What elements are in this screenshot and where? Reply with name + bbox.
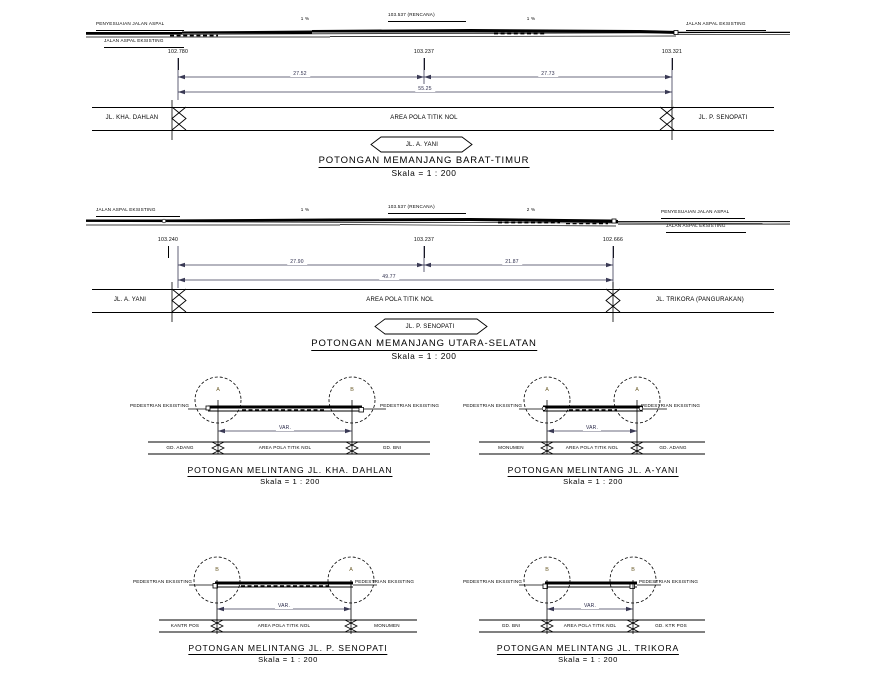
band-label-left: MONUMEN	[498, 445, 524, 450]
cross-section-scale: Skala = 1 : 200	[563, 477, 623, 486]
section-bubble-letter-left: A	[216, 387, 220, 393]
elevation-label: 103.240	[157, 237, 179, 243]
cross-section-scale: Skala = 1 : 200	[260, 477, 320, 486]
cross-section-title: POTONGAN MELINTANG JL. P. SENOPATI	[188, 643, 388, 653]
pedestrian-note-left: PEDESTRIAN EKSISTING	[133, 579, 193, 584]
elevation-label: 103.237	[413, 49, 435, 55]
slope-label-right: 2 %	[526, 207, 536, 212]
annotation-jalan-aspal-eksisting-left: JALAN ASPAL EKSISTING	[104, 38, 164, 43]
band-label-left: GD. ADANG	[166, 445, 194, 450]
annotation-penyesuaian-jalan-aspal: PENYESUAIAN JALAN ASPAL	[661, 209, 730, 214]
band-label-right: GD. KTR POS	[655, 623, 687, 628]
annotation-design-level: 103.537 (RENCANA)	[388, 204, 435, 209]
cross-section-melintang-a-yani	[465, 380, 785, 490]
dimension-label: 27.73	[538, 72, 558, 77]
road-tag-label: JL. P. SENOPATI	[405, 324, 455, 330]
pedestrian-note-left: PEDESTRIAN EKSISTING	[463, 403, 523, 408]
section-bubble-letter-right: B	[631, 567, 635, 573]
band-label-left: JL. A. YANI	[113, 297, 147, 303]
dimension-label-var: VAR.	[276, 426, 294, 431]
band-label-left: GD. BNI	[501, 623, 521, 628]
dimension-label: 27.90	[287, 260, 307, 265]
road-tag-outline-1	[0, 0, 870, 180]
section-bubble-letter-left: A	[545, 387, 549, 393]
dimension-label-var: VAR.	[583, 426, 601, 431]
band-label-right: MONUMEN	[374, 623, 400, 628]
annotation-jalan-aspal-eksisting-right: JALAN ASPAL EKSISTING	[686, 21, 746, 26]
section-bubble-letter-left: B	[215, 567, 219, 573]
section-scale: Skala = 1 : 200	[391, 351, 457, 361]
section-longitudinal-barat-timur	[0, 0, 870, 180]
annotation-design-level: 103.537 (RENCANA)	[388, 12, 435, 17]
cross-section-melintang-kha-dahlan	[130, 380, 450, 490]
cross-section-melintang-trikora	[465, 560, 785, 670]
elevation-label: 102.780	[167, 49, 189, 55]
annotation-jalan-aspal-eksisting-right: JALAN ASPAL EKSISTING	[666, 223, 726, 228]
band-label-right: JL. TRIKORA (PANGURAKAN)	[656, 297, 744, 303]
annotation-jalan-aspal-eksisting-left: JALAN ASPAL EKSISTING	[96, 207, 156, 212]
dimension-label: 21.87	[502, 260, 522, 265]
section-bubble-letter-left: B	[545, 567, 549, 573]
pedestrian-note-left: PEDESTRIAN EKSISTING	[130, 403, 190, 408]
cross-section-scale: Skala = 1 : 200	[258, 655, 318, 664]
cross-section-melintang-p-senopati	[133, 560, 465, 670]
road-tag-label: JL. A. YANI	[405, 142, 439, 148]
dimension-label: 55.25	[415, 87, 435, 92]
section-bubble-letter-right: A	[635, 387, 639, 393]
section-bubble-letter-right: A	[349, 567, 353, 573]
cross-section-title: POTONGAN MELINTANG JL. A-YANI	[507, 465, 679, 475]
band-label-center: AREA POLA TITIK NOL	[390, 115, 458, 121]
elevation-label: 103.321	[661, 49, 683, 55]
pedestrian-note-right: PEDESTRIAN EKSISTING	[355, 579, 415, 584]
section-scale: Skala = 1 : 200	[391, 168, 457, 178]
pedestrian-note-right: PEDESTRIAN EKSISTING	[639, 579, 699, 584]
band-label-left: JL. KHA. DAHLAN	[105, 115, 159, 121]
dimension-label-var: VAR.	[275, 604, 293, 609]
pedestrian-note-left: PEDESTRIAN EKSISTING	[463, 579, 523, 584]
section-longitudinal-utara-selatan	[0, 196, 870, 371]
cross-section-scale: Skala = 1 : 200	[558, 655, 618, 664]
cross-section-title: POTONGAN MELINTANG JL. TRIKORA	[496, 643, 680, 653]
annotation-penyesuaian-jalan-aspal: PENYESUAIAN JALAN ASPAL	[96, 21, 165, 26]
slope-label-left: 1 %	[300, 207, 310, 212]
elevation-label: 103.237	[413, 237, 435, 243]
dimension-label: 27.52	[290, 72, 310, 77]
band-label-right: GD. ADANG	[659, 445, 687, 450]
dimension-label-var: VAR.	[581, 604, 599, 609]
band-label-right: JL. P. SENOPATI	[698, 115, 748, 121]
elevation-label: 102.666	[602, 237, 624, 243]
band-label-center: AREA POLA TITIK NOL	[366, 297, 434, 303]
band-label-center: AREA POLA TITIK NOL	[565, 445, 619, 450]
section-bubble-letter-right: B	[350, 387, 354, 393]
section-title: POTONGAN MEMANJANG UTARA-SELATAN	[311, 338, 537, 349]
slope-label-right: 1 %	[526, 16, 536, 21]
cross-section-title: POTONGAN MELINTANG JL. KHA. DAHLAN	[187, 465, 393, 475]
band-label-left: KANTR POS	[170, 623, 200, 628]
band-label-center: AREA POLA TITIK NOL	[258, 445, 312, 450]
band-label-right: GD. BNI	[382, 445, 402, 450]
slope-label-left: 1 %	[300, 16, 310, 21]
section-title: POTONGAN MEMANJANG BARAT-TIMUR	[318, 155, 530, 166]
band-label-center: AREA POLA TITIK NOL	[257, 623, 311, 628]
pedestrian-note-right: PEDESTRIAN EKSISTING	[380, 403, 440, 408]
band-label-center: AREA POLA TITIK NOL	[563, 623, 617, 628]
pedestrian-note-right: PEDESTRIAN EKSISTING	[641, 403, 701, 408]
dimension-label: 49.77	[379, 275, 399, 280]
